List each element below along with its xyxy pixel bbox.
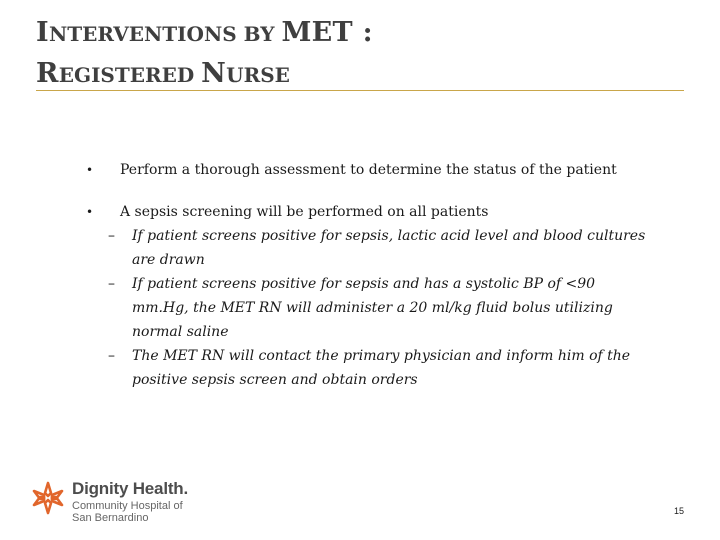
sub-bullet-item — [108, 272, 656, 344]
bullet-text: A sepsis screening will be performed on all patients — [120, 204, 489, 220]
logo-hospital-line-2: San Bernardino — [72, 512, 149, 524]
slide-title-line-1: INTERVENTIONS BY MET : — [36, 17, 373, 48]
bullet-marker: • — [86, 163, 94, 177]
sub-bullet-marker: – — [108, 348, 115, 364]
sub-bullet-item — [108, 344, 656, 392]
bullet-marker: • — [86, 205, 94, 219]
bullet-item — [86, 158, 656, 182]
slide-title-line-2: REGISTERED NURSE — [36, 58, 290, 89]
sub-bullet-text: The MET RN will contact the primary physician and inform him of the positive sepsis screen and obtain orders — [132, 348, 631, 388]
logo-brand-name: Dignity Health. — [72, 479, 189, 498]
sub-bullet-marker: – — [108, 228, 115, 244]
bullet-text: Perform a thorough assessment to determine the status of the patient — [120, 162, 617, 178]
sub-bullet-item — [108, 224, 656, 272]
title-divider — [36, 90, 684, 91]
page-number: 15 — [673, 506, 684, 516]
dignity-health-logo — [30, 478, 188, 524]
bullet-item — [86, 200, 656, 224]
sub-bullet-text: If patient screens positive for sepsis, lactic acid level and blood cultures are drawn — [132, 228, 646, 268]
logo-hospital-line-1: Community Hospital of — [72, 500, 183, 512]
slide-title — [36, 14, 676, 96]
star-of-life-logo-icon — [30, 480, 66, 516]
sub-bullet-text: If patient screens positive for sepsis and has a systolic BP of <90 mm.Hg, the MET RN will administer a 20 ml/kg fluid bolus utilizing normal saline — [132, 276, 613, 340]
slide-body — [86, 158, 656, 392]
logo-text — [72, 478, 188, 524]
sub-bullet-marker: – — [108, 276, 115, 292]
